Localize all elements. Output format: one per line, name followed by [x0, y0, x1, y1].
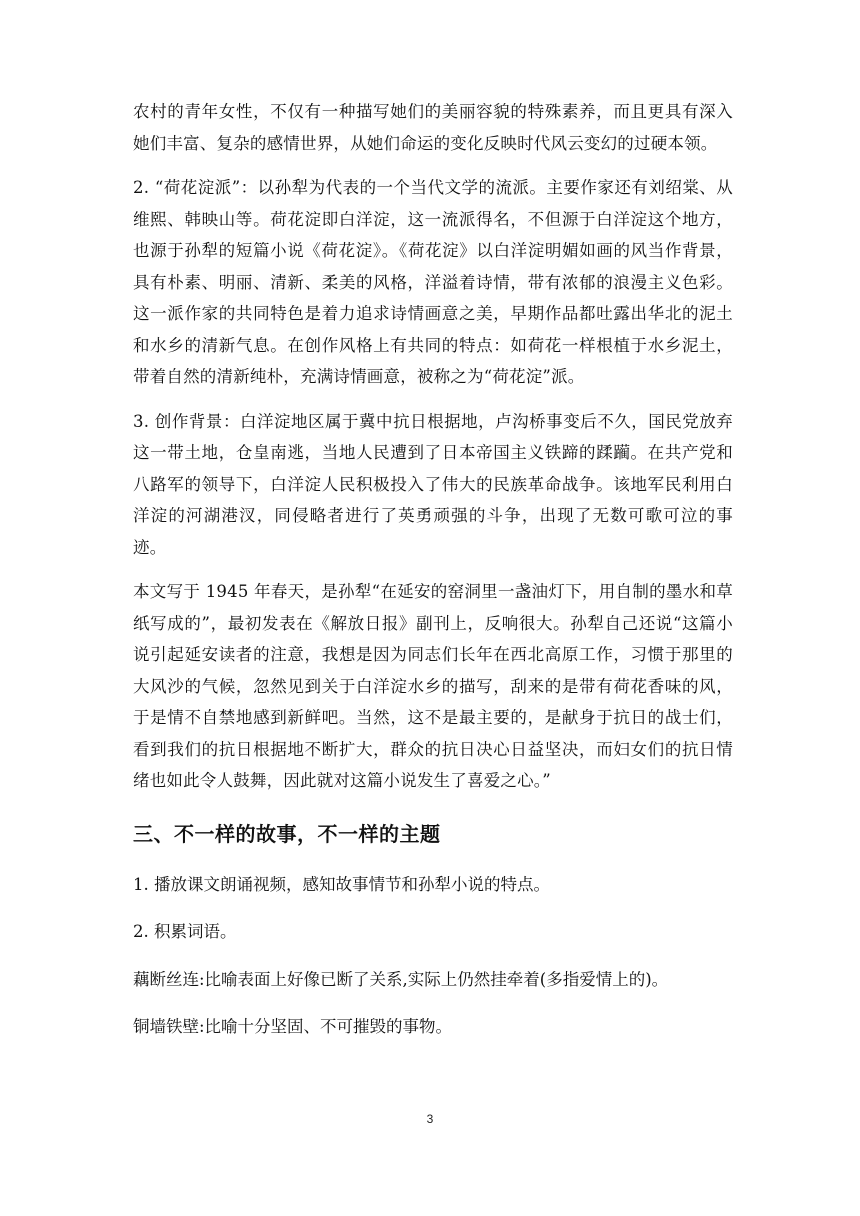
paragraph-hehuadian-school: 2. “荷花淀派”：以孙犁为代表的一个当代文学的流派。主要作家还有刘绍棠、从维熙、韩映山等。荷花淀即白洋淀，这一流派得名，不但源于白洋淀这个地方，也源于孙犁的短篇小说《荷花淀》。《荷花淀》以白洋淀明媚如画的风当作背景，具有朴素、明丽、清新、柔美的风格，洋溢着诗情，带有浓郁的浪漫主义色彩。这一派作家的共同特色是着力追求诗情画意之美，早期作品都吐露出华北的泥土和水乡的清新气息。在创作风格上有共同的特点：如荷花一样根植于水乡泥土，带着自然的清新纯朴，充满诗情画意，被称之为“荷花淀”派。 [133, 178, 733, 386]
paragraph-intro-continuation: 农村的青年女性，不仅有一种描写她们的美丽容貌的特殊素养，而且更具有深入她们丰富、复杂的感情世界，从她们命运的变化反映时代风云变幻的过硬本领。 [133, 102, 733, 153]
paragraph-creation-background: 3. 创作背景：白洋淀地区属于冀中抗日根据地，卢沟桥事变后不久，国民党放弃这一带土地，仓皇南逃，当地人民遭到了日本帝国主义铁蹄的蹂躏。在共产党和八路军的领导下，白洋淀人民积极投入了伟大的民族革命战争。该地军民利用白洋淀的河湖港汊，同侵略者进行了英勇顽强的斗争，出现了无数可歌可泣的事迹。 [133, 411, 733, 557]
list-item: 2. 积累词语。 [133, 922, 237, 941]
paragraph-writing-history: 本文写于 1945 年春天，是孙犁“在延安的窑洞里一盏油灯下，用自制的墨水和草纸写成的”，最初发表在《解放日报》副刊上，反响很大。孙犁自己还说“这篇小说引起延安读者的注意，我想是因为同志们长年在西北高原工作，习惯于那里的大风沙的气候，忽然见到关于白洋淀水乡的描写，刮来的是带有荷花香味的风，于是情不自禁地感到新鲜吧。当然，这不是最主要的，是献身于抗日的战士们，看到我们的抗日根据地不断扩大，群众的抗日决心日益坚决，而妇女们的抗日情绪也如此令人鼓舞，因此就对这篇小说发生了喜爱之心。” [133, 582, 733, 790]
vocabulary-item: 藕断丝连:比喻表面上好像已断了关系,实际上仍然挂牵着(多指爱情上的)。 [133, 969, 669, 989]
page-number: 3 [426, 1112, 434, 1126]
document-page [133, 96, 733, 1059]
vocabulary-item: 铜墙铁壁:比喻十分坚固、不可摧毁的事物。 [133, 1017, 453, 1036]
list-item: 1. 播放课文朗诵视频，感知故事情节和孙犁小说的特点。 [133, 874, 550, 894]
section-heading: 三、不一样的故事，不一样的主题 [133, 821, 441, 846]
